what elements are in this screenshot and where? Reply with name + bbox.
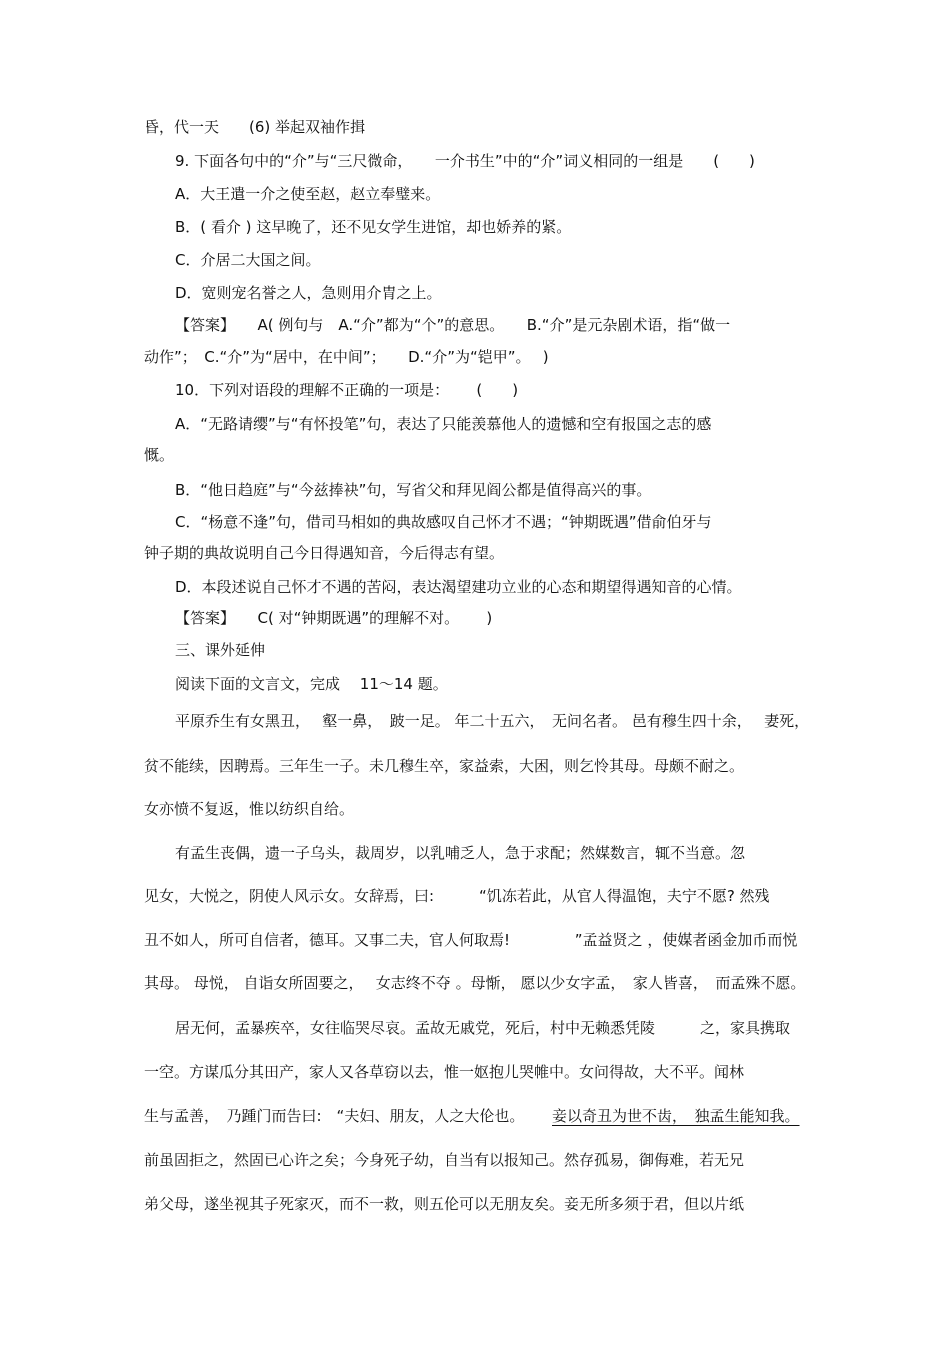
passage-line: 其母。 母悦， 自诣女所固要之， 女志终不夺 。母惭， 愿以少女字孟， 家人皆喜， 而孟殊不愿。 bbox=[144, 974, 806, 992]
question-9: 9. 下面各句中的“介”与“三尺微命， 一介书生”中的“介”词义相同的一组是 ( ) bbox=[175, 152, 755, 170]
passage-line: 一空。方谋瓜分其田产，家人又各草窃以去，惟一妪抱儿哭帷中。女问得故，大不平。闻林 bbox=[144, 1063, 745, 1081]
passage-line: 平原乔生有女黑丑， 壑一鼻， 跛一足。 年二十五六， 无问名者。 邑有穆生四十余， 妻死， bbox=[175, 712, 810, 730]
option-d: D．本段述说自己怀才不遇的苦闷，表达渴望建功立业的心态和期望得遇知音的心情。 bbox=[175, 578, 742, 596]
option-b: B．( 看介 ) 这早晚了，还不见女学生进馆，却也娇养的紧。 bbox=[175, 218, 572, 236]
passage-line: 有孟生丧偶，遗一子乌头，裁周岁，以乳哺乏人，急于求配；然媒数言，辄不当意。忽 bbox=[175, 844, 746, 862]
underlined-sentence: 妾以奇丑为世不齿， 独孟生能知我。 bbox=[552, 1107, 800, 1125]
passage-line: 女亦愤不复返，惟以纺织自给。 bbox=[144, 800, 355, 818]
passage-line: 居无何，孟暴疾卒，女往临哭尽哀。孟故无戚党，死后，村中无赖悉凭陵 之，家具携取 bbox=[175, 1019, 791, 1037]
question-10: 10．下列对语段的理解不正确的一项是： ( ) bbox=[175, 381, 519, 399]
passage-line: 前虽固拒之，然固已心许之矣；今身死子幼，自当有以报知己。然存孤易，御侮难，若无兄 bbox=[144, 1151, 745, 1169]
option-a-cont: 慨。 bbox=[144, 446, 175, 464]
passage-line: 丑不如人，所可自信者，德耳。又事二夫，官人何取焉! ”孟益贤之 ，使媒者函金加币而悦 bbox=[144, 931, 798, 949]
text-line: 昏，代一天 (6) 举起双袖作揖 bbox=[144, 118, 366, 136]
section-heading: 三、课外延伸 bbox=[175, 641, 266, 659]
answer-9: 【答案】 A( 例句与 A.“介”都为“个”的意思。 B.“介”是元杂剧术语，指“做一 bbox=[175, 316, 731, 334]
option-a: A．“无路请缨”与“有怀投笔”句，表达了只能羡慕他人的遗憾和空有报国之志的感 bbox=[175, 415, 712, 433]
passage-line: 见女，大悦之，阴使人风示女。女辞焉，曰: “饥冻若此，从官人得温饱，夫宁不愿? 然残 bbox=[144, 887, 770, 905]
option-c: C．介居二大国之间。 bbox=[175, 251, 321, 269]
option-b: B．“他日趋庭”与“今兹捧袂”句，写省父和拜见阎公都是值得高兴的事。 bbox=[175, 481, 652, 499]
option-a: A．大王遣一介之使至赵，赵立奉璧来。 bbox=[175, 185, 441, 203]
reading-instruction: 阅读下面的文言文，完成 11～14 题。 bbox=[175, 675, 448, 693]
passage-line: 贫不能续，因聘焉。三年生一子。未几穆生卒，家益索，大困，则乞怜其母。母颇不耐之。 bbox=[144, 757, 745, 775]
passage-line: 弟父母，遂坐视其子死家灭，而不一救，则五伦可以无朋友矣。妾无所多须于君，但以片纸 bbox=[144, 1195, 745, 1213]
option-c-cont: 钟子期的典故说明自己今日得遇知音，今后得志有望。 bbox=[144, 544, 505, 562]
option-c: C．“杨意不逢”句，借司马相如的典故感叹自己怀才不遇；“钟期既遇”借俞伯牙与 bbox=[175, 513, 712, 531]
passage-line: 生与孟善， 乃踵门而告曰: “夫妇、朋友，人之大伦也。 bbox=[144, 1107, 525, 1125]
answer-10: 【答案】 C( 对“钟期既遇”的理解不对。 ) bbox=[175, 609, 493, 627]
answer-9-cont: 动作”； C.“介”为“居中，在中间”； D.“介”为“铠甲”。 ) bbox=[144, 348, 549, 366]
option-d: D．宽则宠名誉之人，急则用介胄之上。 bbox=[175, 284, 442, 302]
